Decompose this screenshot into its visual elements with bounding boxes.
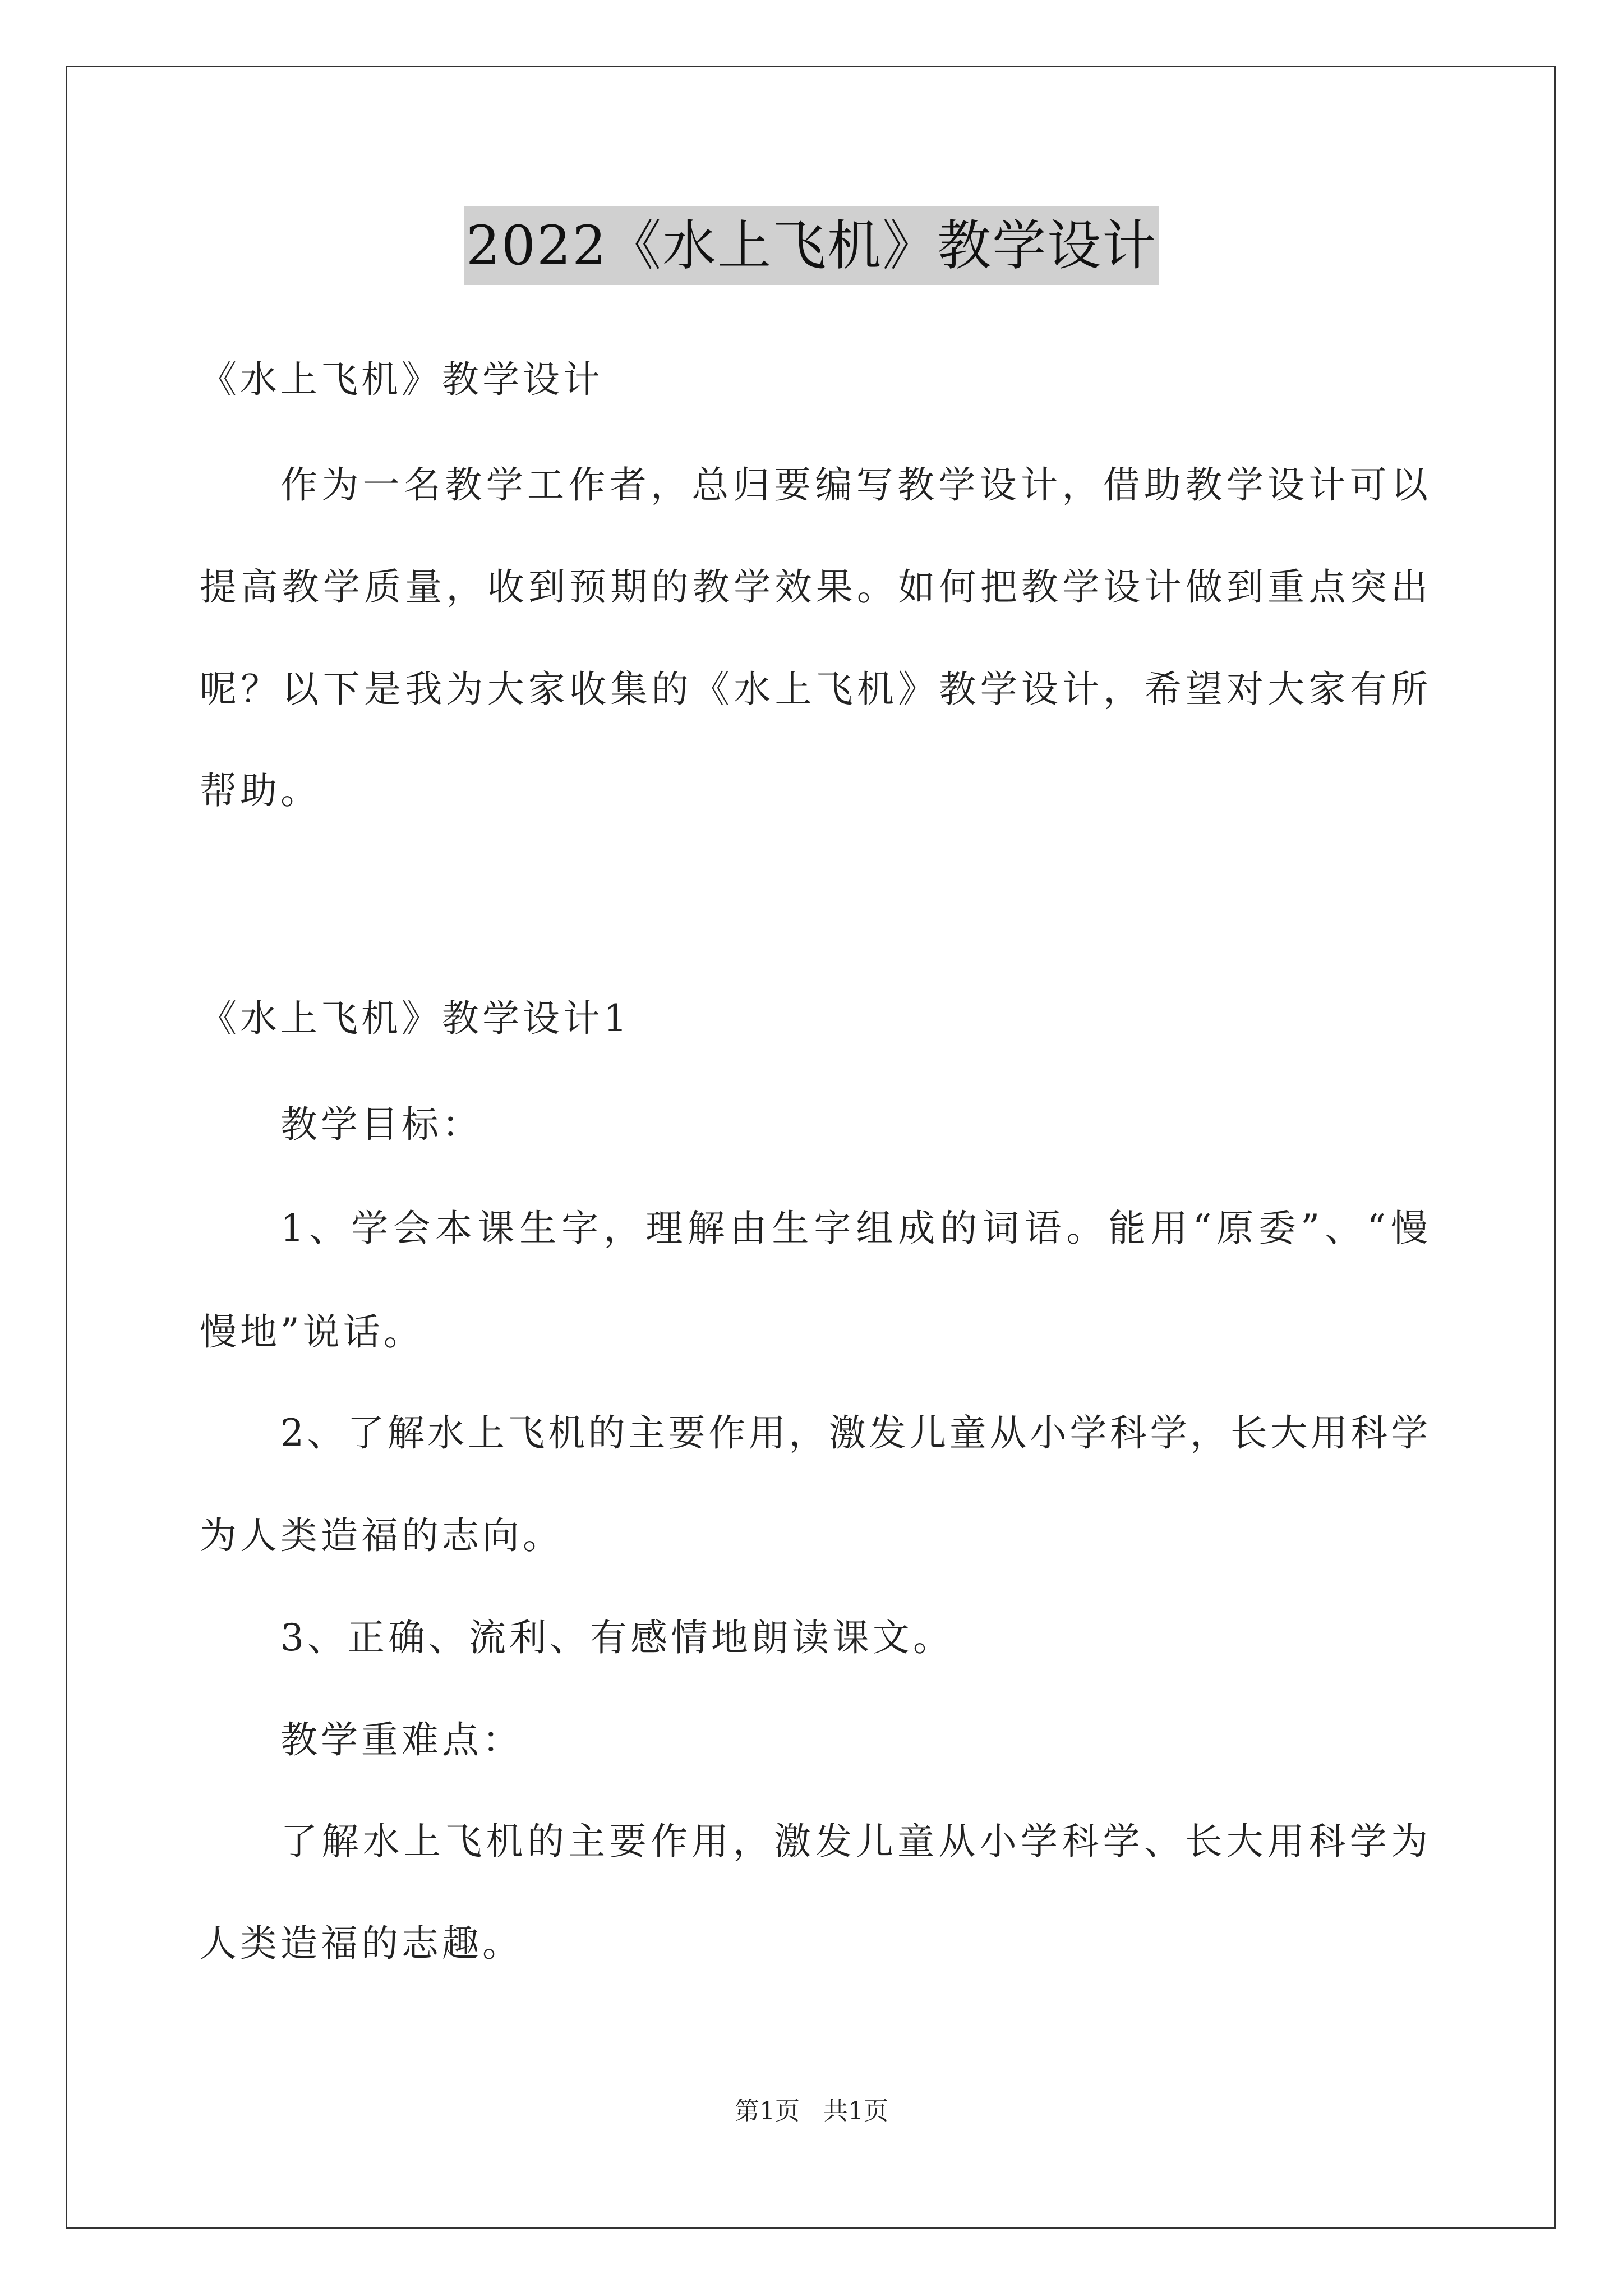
- paragraph-line: 呢？以下是我为大家收集的《水上飞机》教学设计，希望对大家有所: [200, 668, 1428, 711]
- paragraph-line: 提高教学质量，收到预期的教学效果。如何把教学设计做到重点突出: [200, 565, 1428, 609]
- section-label: 教学重难点：: [280, 1718, 523, 1761]
- section-heading: 《水上飞机》教学设计1: [200, 997, 630, 1040]
- list-item-line: 为人类造福的志向。: [200, 1514, 563, 1557]
- paragraph-line: 了解水上飞机的主要作用，激发儿童从小学科学、长大用科学为: [280, 1820, 1428, 1863]
- list-item-line: 慢地”说话。: [200, 1310, 424, 1354]
- document-title: 2022《水上飞机》教学设计: [464, 206, 1159, 285]
- paragraph-line: 作为一名教学工作者，总归要编写教学设计，借助教学设计可以: [280, 463, 1428, 507]
- paragraph-line: 帮助。: [200, 769, 321, 812]
- paragraph-line: 人类造福的志趣。: [200, 1922, 523, 1965]
- list-item-line: 2、了解水上飞机的主要作用，激发儿童从小学科学，长大用科学: [280, 1411, 1428, 1455]
- list-item-line: 3、正确、流利、有感情地朗读课文。: [280, 1616, 953, 1659]
- section-label: 教学目标：: [280, 1103, 482, 1146]
- title-container: [0, 206, 1623, 285]
- list-item-line: 1、学会本课生字，理解由生字组成的词语。能用“原委”、“慢: [280, 1207, 1428, 1250]
- subtitle: 《水上飞机》教学设计: [200, 358, 603, 401]
- page-footer: 第1页 共1页: [735, 2097, 888, 2125]
